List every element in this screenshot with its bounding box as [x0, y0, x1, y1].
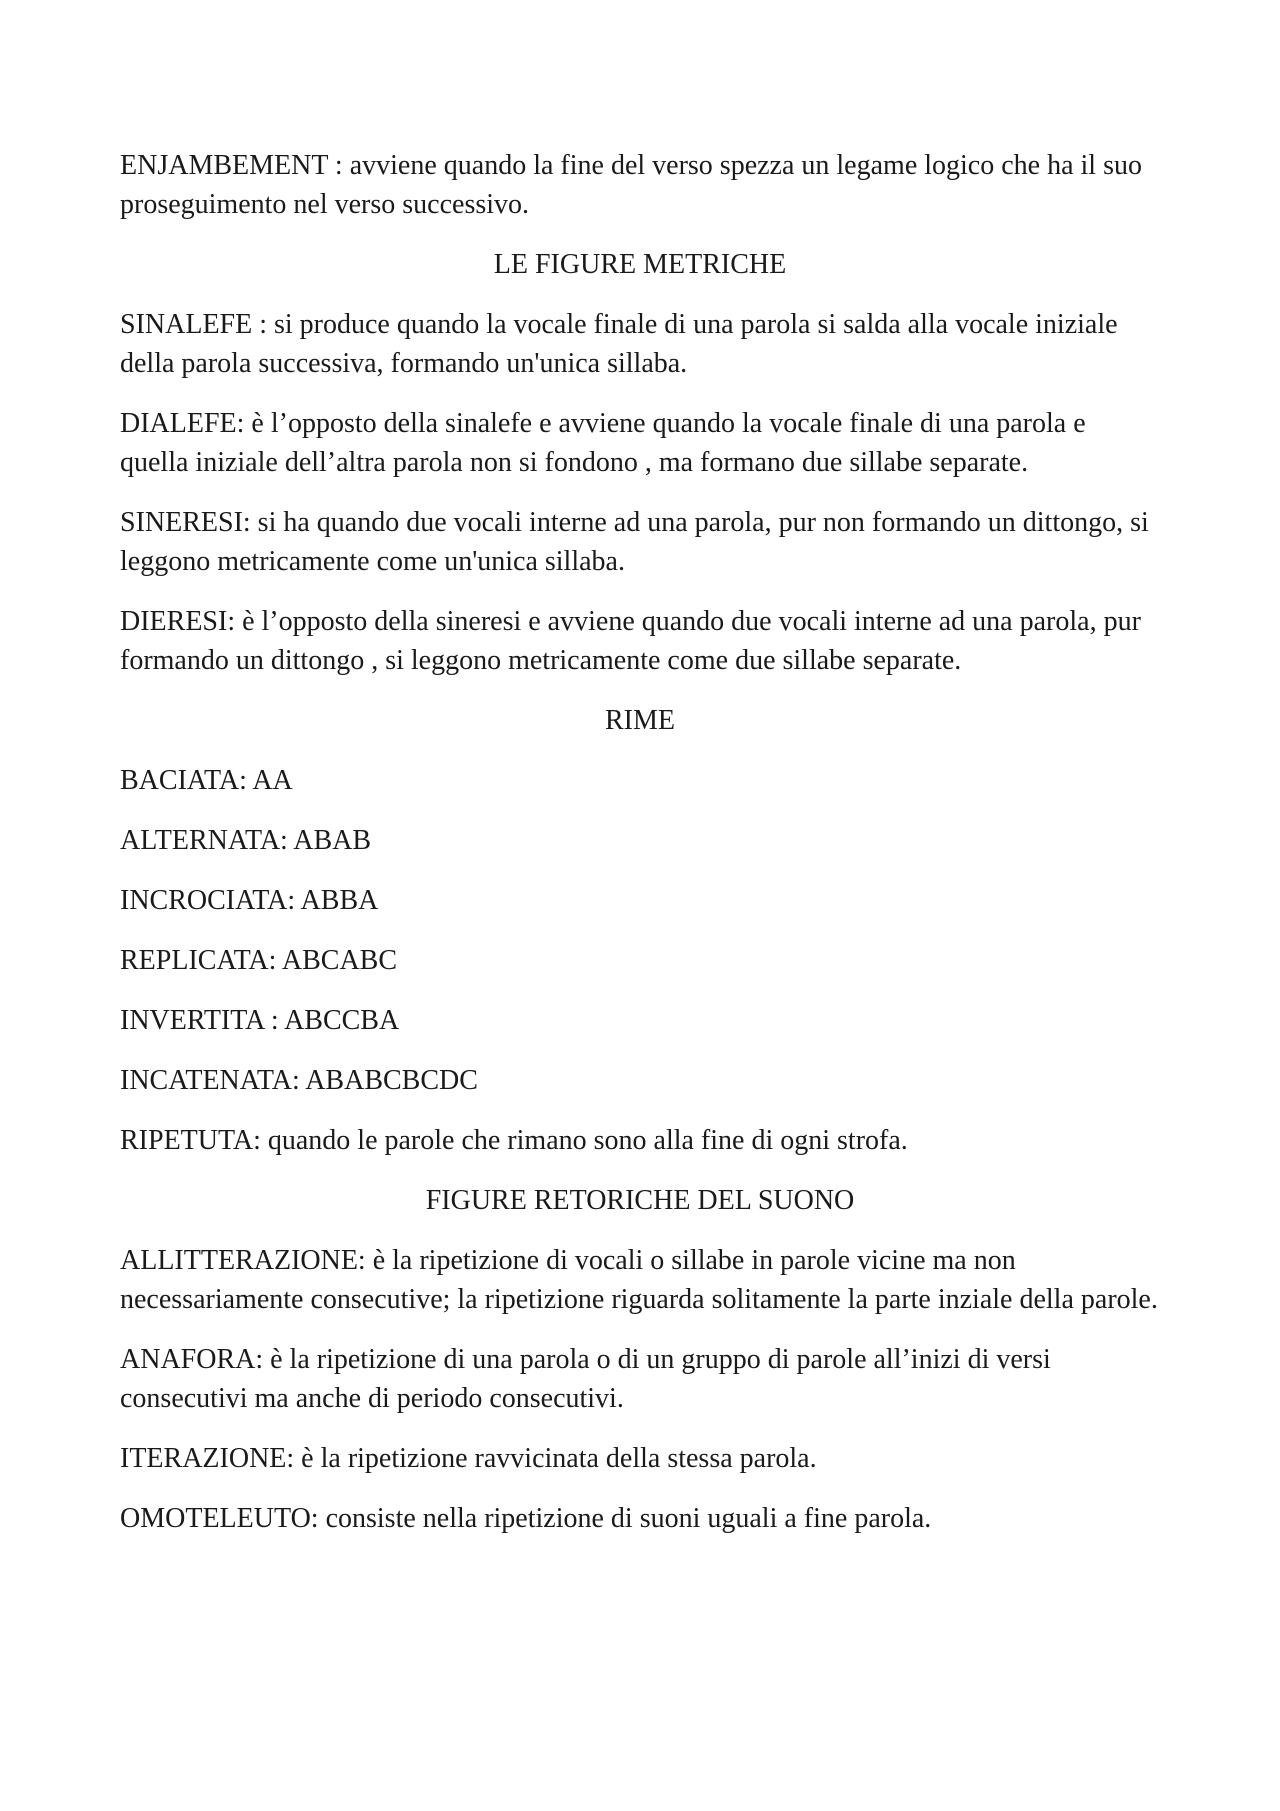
paragraph-sineresi: SINERESI: si ha quando due vocali interne ad una parola, pur non formando un dittongo, si leggono metricamente come un'unica sillaba.	[120, 507, 1149, 577]
paragraph-dialefe: DIALEFE: è l’opposto della sinalefe e avviene quando la vocale finale di una parola e quella iniziale dell’altra parola non si fondono , ma formano due sillabe separate.	[120, 408, 1086, 478]
paragraph-invertita: INVERTITA : ABCCBA	[120, 1005, 400, 1036]
paragraph-ripetuta: RIPETUTA: quando le parole che rimano sono alla fine di ogni strofa.	[120, 1125, 908, 1156]
paragraph-allitterazione: ALLITTERAZIONE: è la ripetizione di vocali o sillabe in parole vicine ma non necessariamente consecutive; la ripetizione riguarda solitamente la parte inziale della parole.	[120, 1245, 1158, 1315]
paragraph-dieresi: DIERESI: è l’opposto della sineresi e avviene quando due vocali interne ad una parola, pur formando un dittongo , si leggono metricamente come due sillabe separate.	[120, 606, 1141, 676]
paragraph-anafora: ANAFORA: è la ripetizione di una parola o di un gruppo di parole all’inizi di versi consecutivi ma anche di periodo consecutivi.	[120, 1344, 1051, 1414]
heading-figure-metriche: LE FIGURE METRICHE	[493, 249, 787, 280]
document-body	[120, 146, 1160, 1538]
paragraph-replicata: REPLICATA: ABCABC	[120, 945, 398, 976]
paragraph-incrociata: INCROCIATA: ABBA	[120, 885, 379, 916]
paragraph-baciata: BACIATA: AA	[120, 765, 293, 796]
paragraph-iterazione: ITERAZIONE: è la ripetizione ravvicinata della stessa parola.	[120, 1443, 817, 1474]
paragraph-omoteleuto: OMOTELEUTO: consiste nella ripetizione di suoni uguali a fine parola.	[120, 1503, 932, 1534]
paragraph-enjambement: ENJAMBEMENT : avviene quando la fine del verso spezza un legame logico che ha il suo proseguimento nel verso successivo.	[120, 150, 1142, 220]
paragraph-alternata: ALTERNATA: ABAB	[120, 825, 372, 856]
heading-figure-retoriche-suono: FIGURE RETORICHE DEL SUONO	[425, 1185, 855, 1216]
paragraph-incatenata: INCATENATA: ABABCBCDC	[120, 1065, 478, 1096]
paragraph-sinalefe: SINALEFE : si produce quando la vocale finale di una parola si salda alla vocale iniziale della parola successiva, formando un'unica sillaba.	[120, 309, 1118, 379]
heading-rime: RIME	[605, 705, 675, 736]
